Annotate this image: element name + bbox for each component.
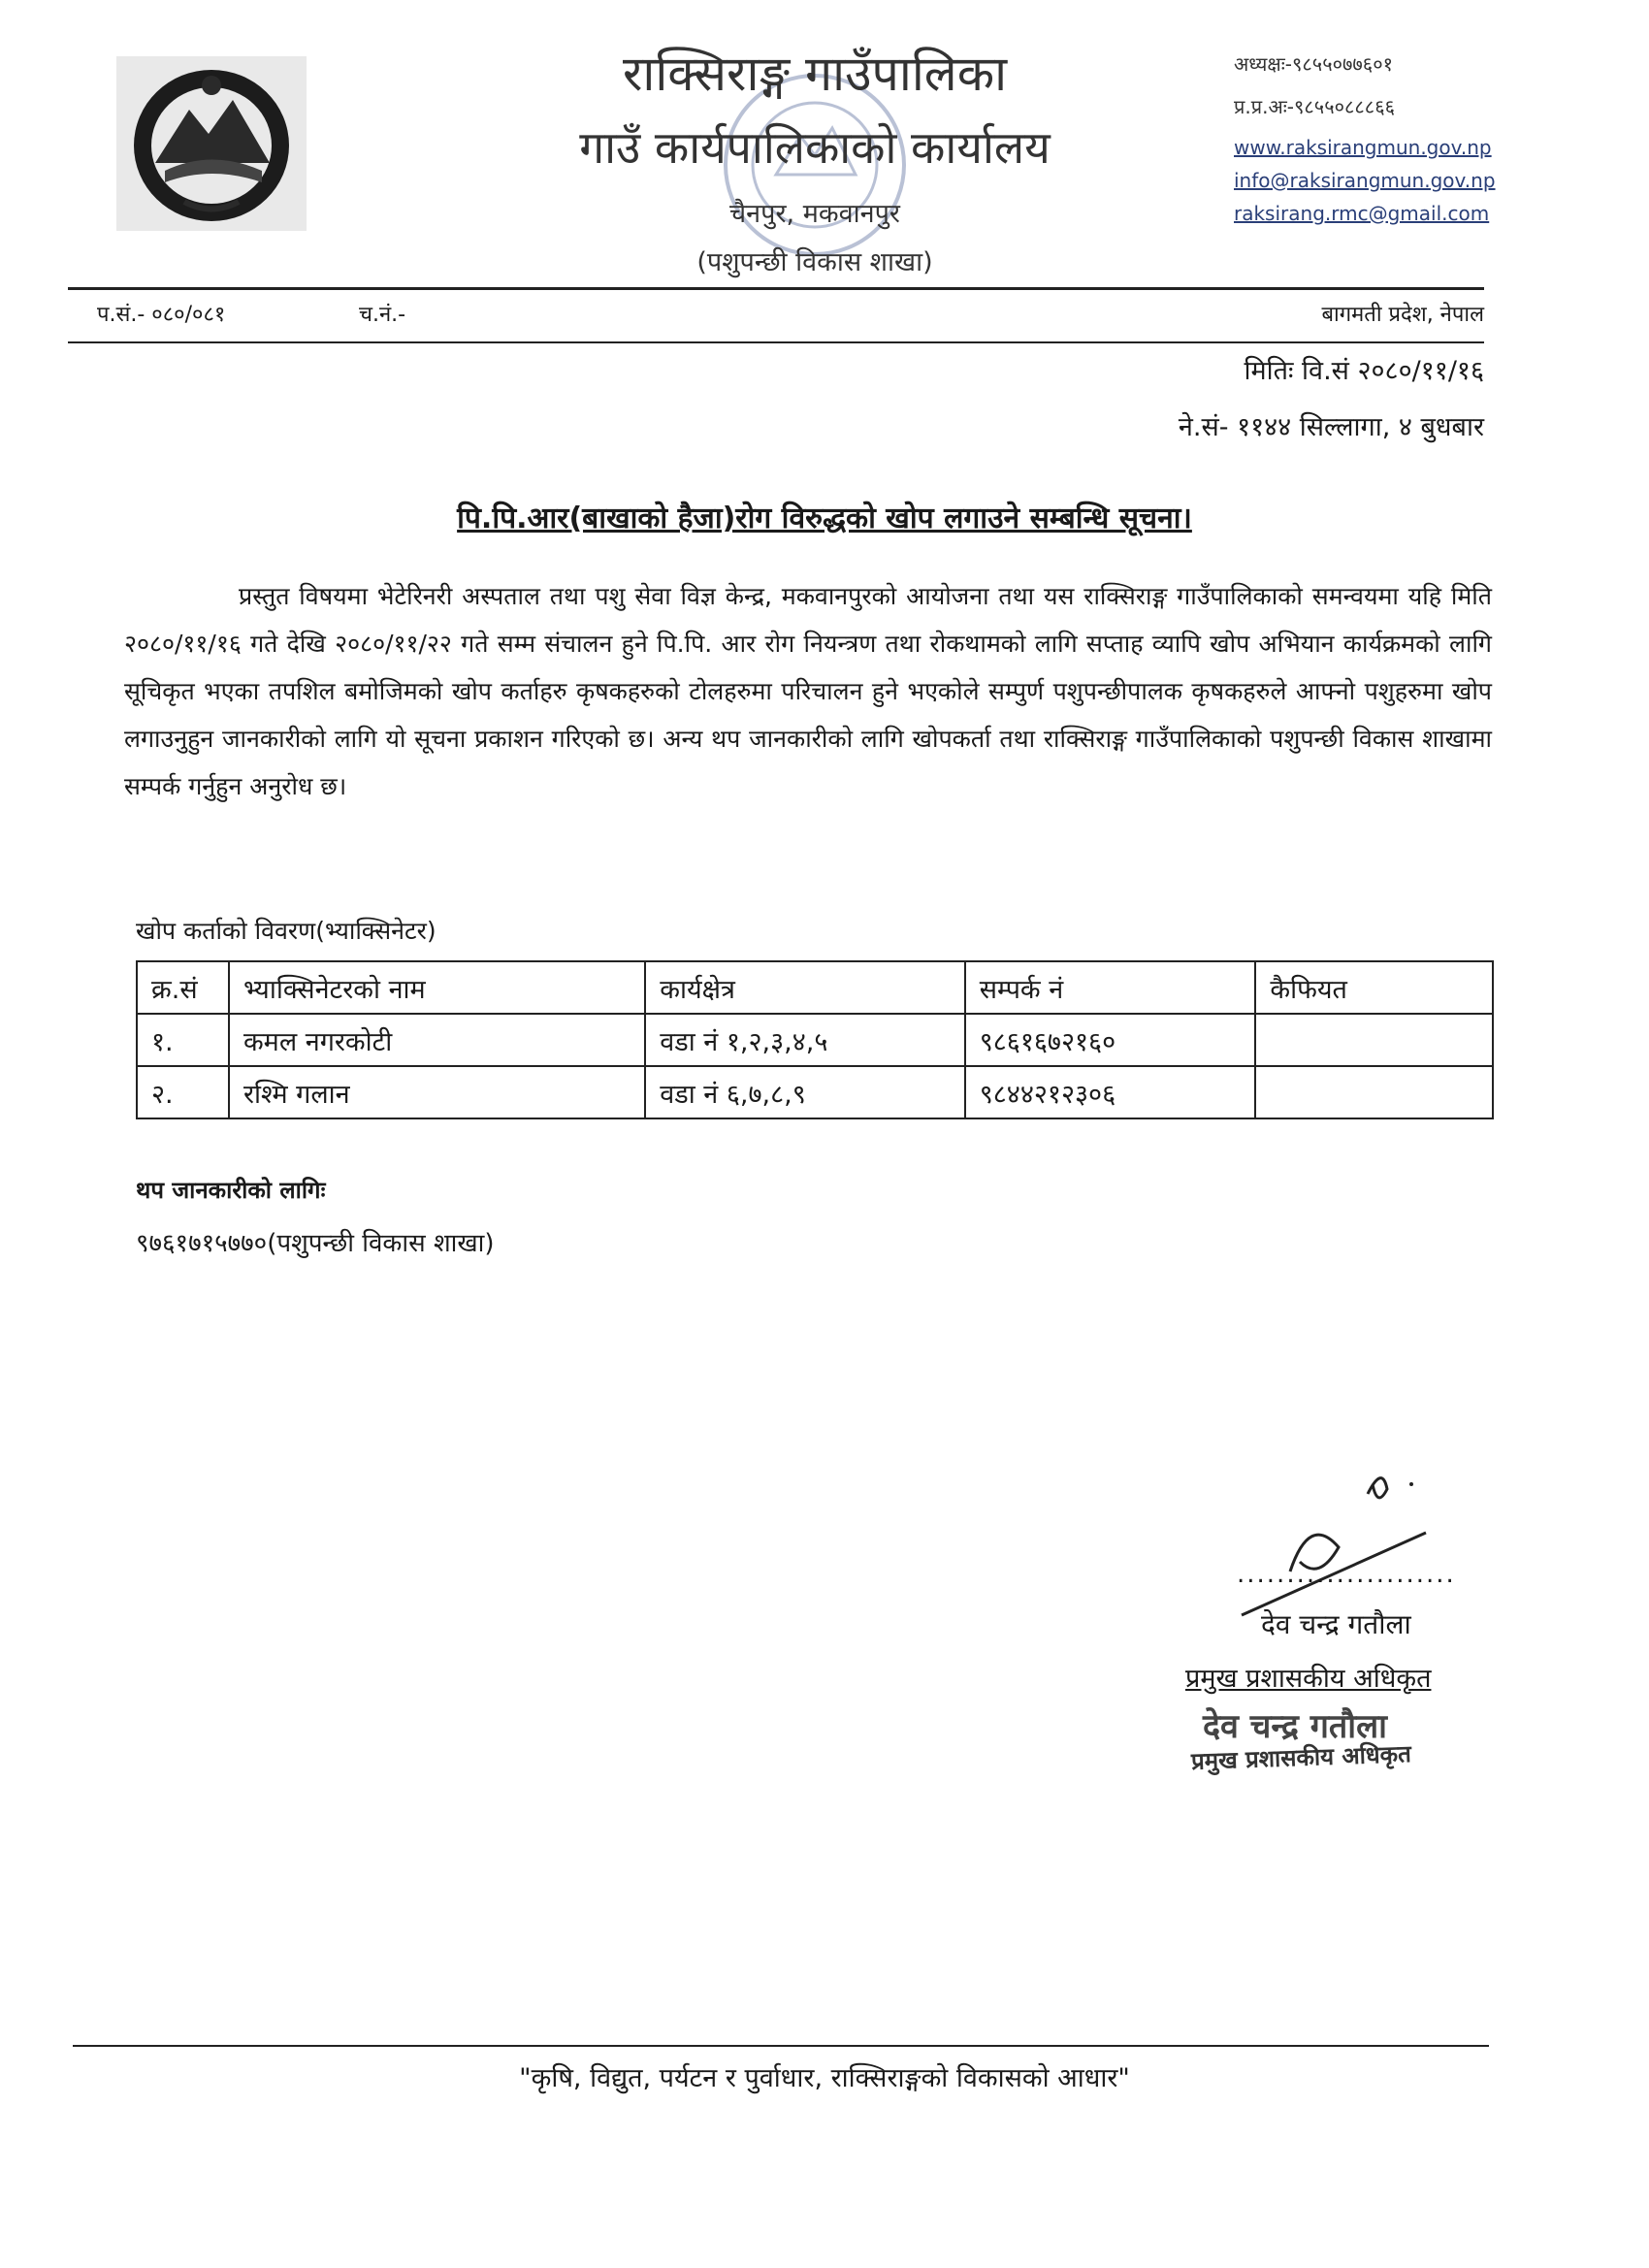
col-name: भ्याक्सिनेटरको नाम	[229, 961, 645, 1014]
table-header-row	[137, 961, 1493, 1014]
signature-line: ......................	[1237, 1560, 1456, 1589]
table-row	[137, 1066, 1493, 1118]
stamp-name: देव चन्द्र गतौला	[1203, 1707, 1387, 1746]
dispatch-number: च.नं.-	[359, 303, 406, 327]
more-info-label: थप जानकारीको लागिः	[136, 1177, 326, 1204]
province-name: बागमती प्रदेश, नेपाल	[1321, 303, 1484, 327]
office-subtitle: गाउँ कार्यपालिकाको कार्यालय	[579, 121, 1051, 174]
gmail-link[interactable]: raksirang.rmc@gmail.com	[1234, 202, 1490, 225]
meta-divider	[68, 341, 1484, 343]
cell-name: कमल नगरकोटी	[229, 1014, 645, 1066]
reference-number: प.सं.- ०८०/०८१	[97, 303, 226, 327]
cell-name: रश्मि गलान	[229, 1066, 645, 1118]
col-contact: सम्पर्क नं	[965, 961, 1256, 1014]
signature-icon	[1232, 1455, 1504, 1630]
stamp-title: प्रमुख प्रशासकीय अधिकृत	[1190, 1740, 1412, 1775]
signatory-name: देव चन्द्र गतौला	[1261, 1608, 1411, 1640]
more-info-contact: ९७६१७१५७७०(पशुपन्छी विकास शाखा)	[136, 1229, 495, 1258]
cell-area: वडा नं ६,७,८,९	[645, 1066, 964, 1118]
col-area: कार्यक्षेत्र	[645, 961, 964, 1014]
vaccinator-table	[136, 960, 1494, 1119]
col-remarks: कैफियत	[1255, 961, 1493, 1014]
cell-remarks	[1255, 1066, 1493, 1118]
table-row	[137, 1014, 1493, 1066]
email-link[interactable]: info@raksirangmun.gov.np	[1234, 169, 1496, 192]
date-ns: ने.सं- ११४४ सिल्लागा, ४ बुधबार	[1178, 412, 1484, 442]
footer-divider	[73, 2045, 1489, 2047]
cell-contact: ९८४४२१२३०६	[965, 1066, 1256, 1118]
cell-serial: १.	[137, 1014, 229, 1066]
header-divider	[68, 287, 1484, 290]
notice-subject	[146, 497, 1504, 536]
cell-area: वडा नं १,२,३,४,५	[645, 1014, 964, 1066]
table-caption: खोप कर्ताको विवरण(भ्याक्सिनेटर)	[136, 917, 436, 945]
subject-text: पि.पि.आर(बाखाको हैजा)रोग विरुद्धको खोप लगाउने सम्बन्धि सूचना।	[457, 502, 1192, 535]
cell-contact: ९८६१६७२१६०	[965, 1014, 1256, 1066]
branch-name: (पशुपन्छी विकास शाखा)	[696, 247, 933, 277]
date-bs: मितिः वि.सं २०८०/११/१६	[1244, 356, 1484, 386]
footer-slogan: "कृषि, विद्युत, पर्यटन र पुर्वाधार, राक्सिराङ्गको विकासको आधार"	[519, 2063, 1130, 2093]
office-name: राक्सिराङ्ग गाउँपालिका	[622, 46, 1008, 102]
cell-remarks	[1255, 1014, 1493, 1066]
notice-body: प्रस्तुत विषयमा भेटेरिनरी अस्पताल तथा पशु सेवा विज्ञ केन्द्र, मकवानपुरको आयोजना तथा यस राक्सिराङ्ग गाउँपालिकाको समन्वयमा यहि मिति २०८०/११/१६ गते देखि २०८०/११/२२ गते सम्म संचालन हुने पि.पि. आर रोग नियन्त्रण तथा रोकथामको लागि सप्ताह व्यापि खोप अभियान कार्यक्रमको लागि सूचिकृत भएका तपशिल बमोजिमको खोप कर्ताहरु कृषकहरुको टोलहरुमा परिचालन हुने भएकोले सम्पुर्ण पशुपन्छीपालक कृषकहरुले आफ्नो पशुहरुमा खोप लगाउनुहुन जानकारीको लागि यो सूचना प्रकाशन गरिएको छ। अन्य थप जानकारीको लागि खोपकर्ता तथा राक्सिराङ्ग गाउँपालिकाको पशुपन्छी विकास शाखामा सम्पर्क गर्नुहुन अनुरोध छ।	[124, 582, 1492, 800]
office-location: चैनपुर, मकवानपुर	[729, 199, 900, 229]
cao-phone: प्र.प्र.अः-९८५५०८८८६६	[1234, 95, 1396, 118]
signatory-title: प्रमुख प्रशासकीय अधिकृत	[1185, 1664, 1432, 1694]
col-serial: क्र.सं	[137, 961, 229, 1014]
chair-phone: अध्यक्षः-९८५५०७७६०१	[1234, 52, 1393, 76]
cell-serial: २.	[137, 1066, 229, 1118]
emblem-logo	[116, 56, 307, 231]
website-link[interactable]: www.raksirangmun.gov.np	[1234, 136, 1492, 159]
